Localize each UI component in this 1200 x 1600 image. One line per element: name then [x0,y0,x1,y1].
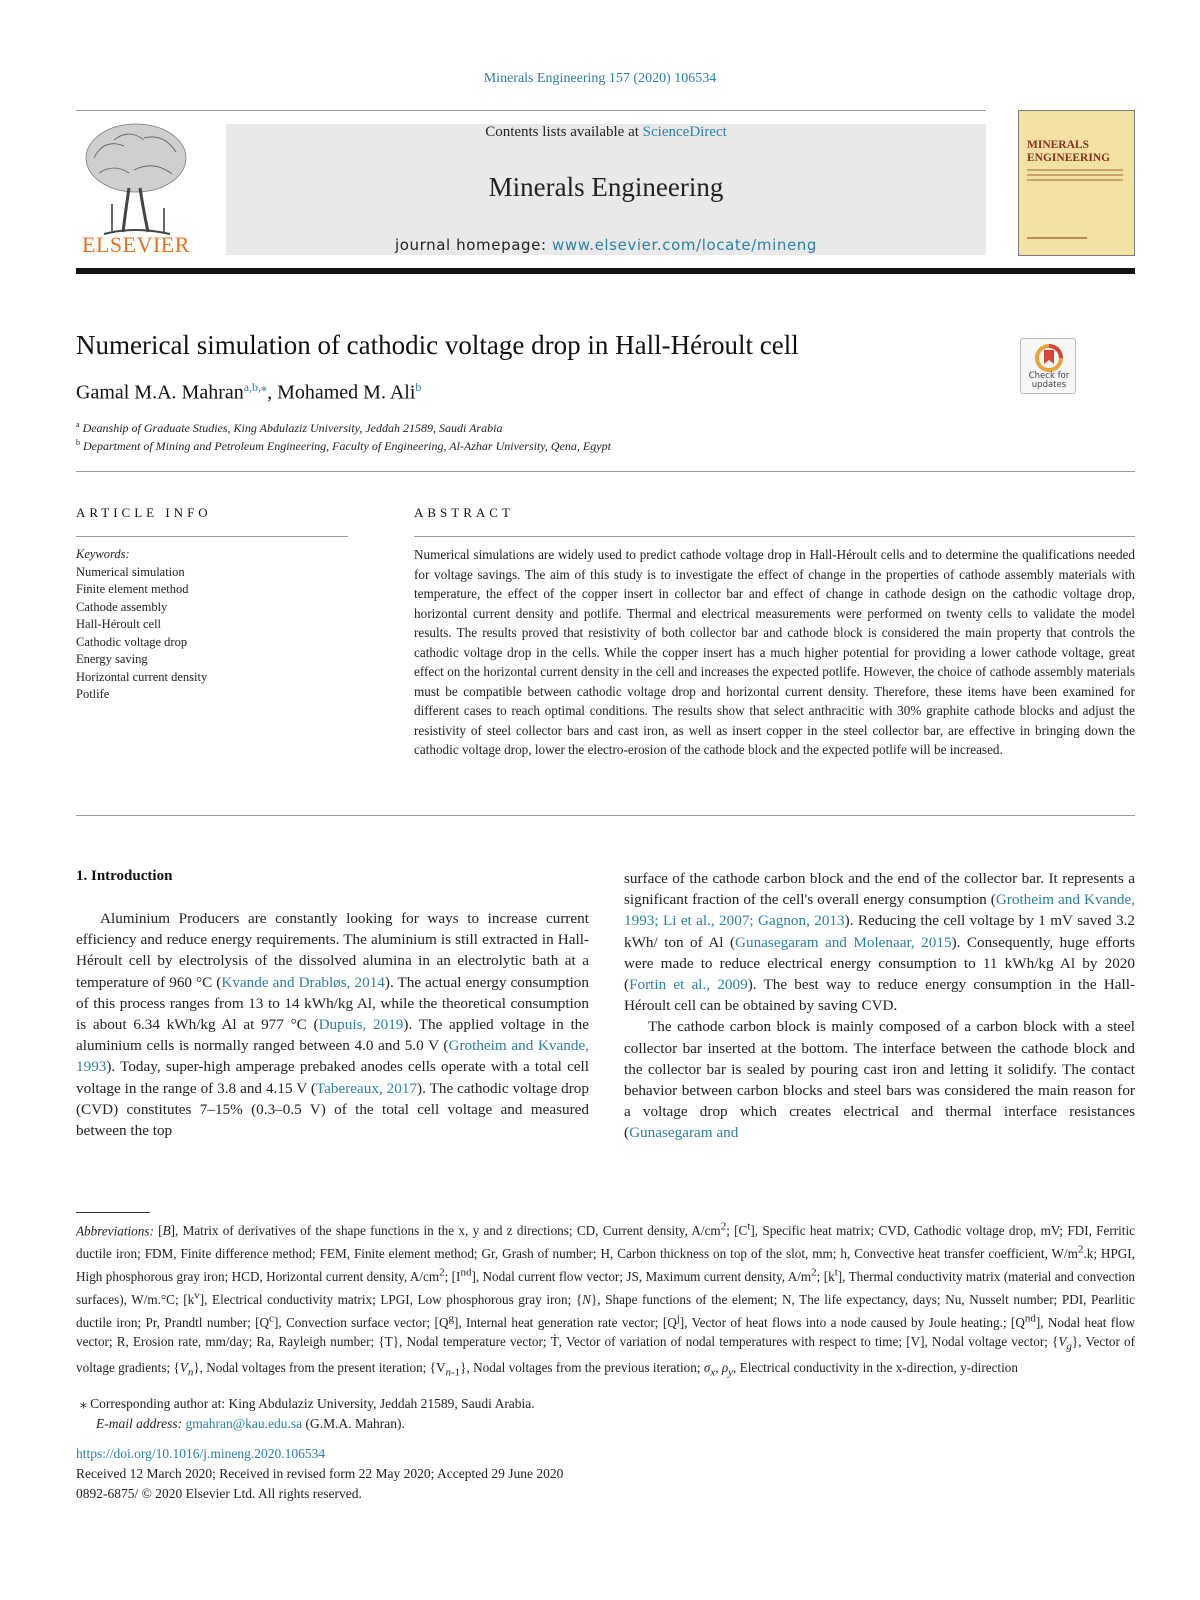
keyword-item: Finite element method [76,582,189,596]
journal-homepage [226,236,986,254]
article-info-heading: ARTICLE INFO [76,505,212,520]
footnote-divider [76,1212,150,1213]
paragraph-text: ). Consequently, huge efforts were made to reduce electrical energy consumption to 11 kWh/kg Al by 2020 ( [624,933,1135,994]
elsevier-wordmark: ELSEVIER [82,232,190,257]
abstract-text: Numerical simulations are widely used to predict cathode voltage drop in Hall-Héroult cells and to determine the qualifications needed for voltage savings. The aim of this study is to investigate the effect of change in the properties of cathode assembly materials with temperature, the effect of the copper insert in collector bar and effect of change in cathode design on the cathodic voltage drop, horizontal current density and potlife. Thermal and electrical measurements were performed on twenty cells to validate the model results. The results proved that resistivity of both collector bar and cathode block is considered the main property that controls the cathodic voltage drop in the cells. While the copper insert has a much higher potential for providing a lower cathode voltage, great effect on the horizontal current density in the cell and increases the expected potlife. However, the choice of cathode assembly materials must be compatible between cathodic voltage drop and horizontal current density. Therefore, these items have been examined for different cases to reach optimal conditions. The results show that select anthracitic with 30% graphite cathode blocks and adjust the resistivity of steel collector bars and cast iron, as well as insert copper in the steel collector bar, are effective in bringing down the cathodic voltage drop, lower the electro-erosion of the cathode block and the expected potlife will be increased. [414,547,1135,757]
keyword-item: Numerical simulation [76,564,185,579]
author-affiliation-marks[interactable]: b [415,380,422,394]
paragraph-text: surface of the cathode carbon block and the end of the collector bar. It represents a significant fraction of the cell's overall energy consumption ( [624,870,1135,909]
body-paragraph [624,868,1135,1016]
paragraph-text: ). The actual energy consumption of this process ranges from 13 to 14 kWh/kg Al, while the theoretical consumption is about 6.34 kWh/kg Al at 977 °C ( [76,973,589,1034]
masthead-thick-divider [76,268,1135,274]
author-name[interactable]: Mohamed M. Ali [277,381,416,404]
contents-availability [226,124,986,141]
email-suffix: (G.M.A. Mahran). [302,1416,405,1431]
keywords-label: Keywords: [76,547,130,561]
keyword-item: Potlife [76,687,110,701]
citation-link[interactable]: Fortin et al., 2009 [629,976,748,994]
abstract-bottom-divider [76,815,1135,816]
journal-citation-link[interactable]: Minerals Engineering 157 (2020) 106534 [483,71,717,86]
body-paragraph [76,908,589,1141]
abbreviations-label: Abbreviations: [76,1223,154,1239]
citation-link[interactable]: Tabereaux, 2017 [315,1079,418,1097]
keyword-item: Hall-Héroult cell [76,617,162,631]
affiliation-text: Department of Mining and Petroleum Engineering, Faculty of Engineering, Al-Azhar University, Qena, Egypt [83,439,611,453]
copyright-notice: 0892-6875/ © 2020 Elsevier Ltd. All rights reserved. [76,1486,362,1501]
paragraph-text: Aluminium Producers are constantly looking for ways to increase current efficiency and reduce energy requirements. The aluminium is still extracted in Hall-Héroult cell by electrolysis of the dissolved alumina in an electrolytic bath at a temperature of 960 °C ( [76,910,589,991]
author-name[interactable]: Gamal M.A. Mahran [76,381,244,404]
top-divider [76,110,986,111]
cover-footer-line [1027,237,1087,239]
article-info-divider [76,536,348,537]
section-heading-introduction: 1. Introduction [76,868,173,884]
keyword-item: Cathode assembly [76,599,168,614]
affiliation-divider [76,471,1135,472]
author-separator: , [267,381,278,404]
contents-prefix: Contents lists available at [485,124,643,140]
citation-link[interactable]: Grotheim and Kvande, 1993 [76,1037,589,1076]
received-dates: Received 12 March 2020; Received in revised form 22 May 2020; Accepted 29 June 2020 [76,1466,564,1481]
keywords-list [76,546,348,704]
affiliation-a [76,420,502,436]
affiliation-b [76,438,611,454]
author-list [76,380,421,405]
article-title: Numerical simulation of cathodic voltage drop in Hall-Héroult cell [76,330,799,360]
abbreviations-footnote [76,1218,1135,1383]
corresponding-author-note: ⁎ Corresponding author at: King Abdulaziz University, Jeddah 21589, Saudi Arabia. [80,1396,535,1411]
keyword-item: Cathodic voltage drop [76,634,188,649]
abbreviations-text: [B], Matrix of derivatives of the shape functions in the x, y and z directions; CD, Current density, $A/cm^2$; $[C^t]$, Specific heat matrix; CVD, Cathodic voltage drop, mV; FDI, Ferritic ductile iron; FDM, Finite difference method; FEM, Finite element method; Gr, Grash of number; H, Carbon thickness on top of the slot, mm; h, Convective heat transfer coefficient, $W/m^2.k$; HPGI, High phosphorous gray iron; HCD, Horizontal current density, $A/cm^2$; [Ind], Nodal current flow vector; JS, Maximum current density, $A/m^2$; $[k^t]$, Thermal conductivity matrix (material and convection surfaces), W/m.°C; $[k^v]$, Electrical conductivity matrix; LPGI, Low phosphorous gray iron; {N}, Shape functions of the element; N, The life expectancy, days; Nu, Nusselt number; PDI, Pearlitic ductile iron; Pr, Prandtl number; $[Q^c]$, Convection surface vector; $[Q^g]$, Internal heat generation rate vector; $[Q^j]$, Vector of heat flows into a node caused by Joule heating.; $[Q^{nd}]$, Nodal heat flow vector; R, Erosion rate, mm/day; Ra, Rayleigh number; {T}, Nodal temperature vector; Ṫ, Vector of variation of nodal temperatures with respect to time; [V], Nodal voltage vector; $\{V_g\}$, Vector of voltage gradients; $\{V_n\}$, Nodal voltages from the present iteration; $\{V_{n-1}\}$, Nodal voltages from the previous iteration; $\sigma_x$, $\rho_y$, Electrical conductivity in the x-direction, y-direction [76,1221,1135,1379]
body-column-right [624,868,1135,1144]
affiliation-mark: a [76,420,80,429]
doi-link[interactable]: https://doi.org/10.1016/j.mineng.2020.106534 [76,1446,326,1461]
affiliation-mark: b [76,438,80,447]
journal-title: Minerals Engineering [488,172,724,202]
affiliation-text: Deanship of Graduate Studies, King Abdulaziz University, Jeddah 21589, Saudi Arabia [82,421,503,435]
paragraph-text: The cathode carbon block is mainly composed of a carbon block with a steel collector bar inserted at the bottom. The interface between the cathode block and the collector bar is sealed by pouring cast iron and letting it solidify. The contact behavior between carbon blocks and steel bars was considered the main reason for a voltage drop which creates electrical and thermal interface resistances ( [624,1018,1135,1142]
citation-link[interactable]: Dupuis, 2019 [318,1016,404,1034]
cover-title: MINERALS ENGINEERING [1027,139,1111,164]
abstract-heading: ABSTRACT [414,505,514,520]
journal-cover-thumbnail[interactable] [1018,110,1135,256]
homepage-url-link[interactable]: www.elsevier.com/locate/mineng [551,236,818,254]
citation-link[interactable]: Gunasegaram and Molenaar, 2015 [735,933,952,951]
check-updates-label: Check for updates [1028,371,1070,390]
cover-decoration [1027,169,1123,184]
email-link[interactable]: gmahran@kau.edu.sa [185,1416,303,1431]
body-paragraph [624,1016,1135,1143]
homepage-prefix: journal homepage: [394,236,552,254]
email-note [96,1416,405,1432]
sciencedirect-link[interactable]: ScienceDirect [642,124,727,140]
paragraph-text: ). The cathodic voltage drop (CVD) constitutes 7–15% (0.3–0.5 V) of the total cell voltage and measured between the top [76,1079,589,1140]
email-label: E-mail address: [96,1416,183,1431]
keyword-item: Horizontal current density [76,669,208,684]
keyword-item: Energy saving [76,652,148,666]
citation-link[interactable]: Grotheim and Kvande, 1993; Li et al., 2007; Gagnon, 2013 [624,891,1136,930]
author-affiliation-marks[interactable]: a,b,⁎ [243,380,268,394]
body-column-left [76,908,589,1141]
citation-link[interactable]: Kvande and Drabløs, 2014 [221,973,385,991]
check-for-updates-button[interactable] [1020,338,1076,394]
paragraph-text: ). The best way to reduce energy consumption in the Hall-Héroult cell can be obtained by saving CVD. [624,976,1135,1015]
abstract-divider [414,536,1135,537]
check-updates-icon [1034,344,1064,372]
paragraph-text: ). Reducing the cell voltage by 1 mV saved 3.2 kWh/ ton of Al ( [624,912,1135,951]
paragraph-text: ). Today, super-high amperage prebaked anodes cells operate with a total cell voltage in the range of 3.8 and 4.15 V ( [76,1058,589,1097]
paragraph-text: ). The applied voltage in the aluminium cells is normally ranged between 4.0 and 5.0 V ( [76,1016,590,1055]
citation-link[interactable]: Gunasegaram and [629,1124,739,1142]
